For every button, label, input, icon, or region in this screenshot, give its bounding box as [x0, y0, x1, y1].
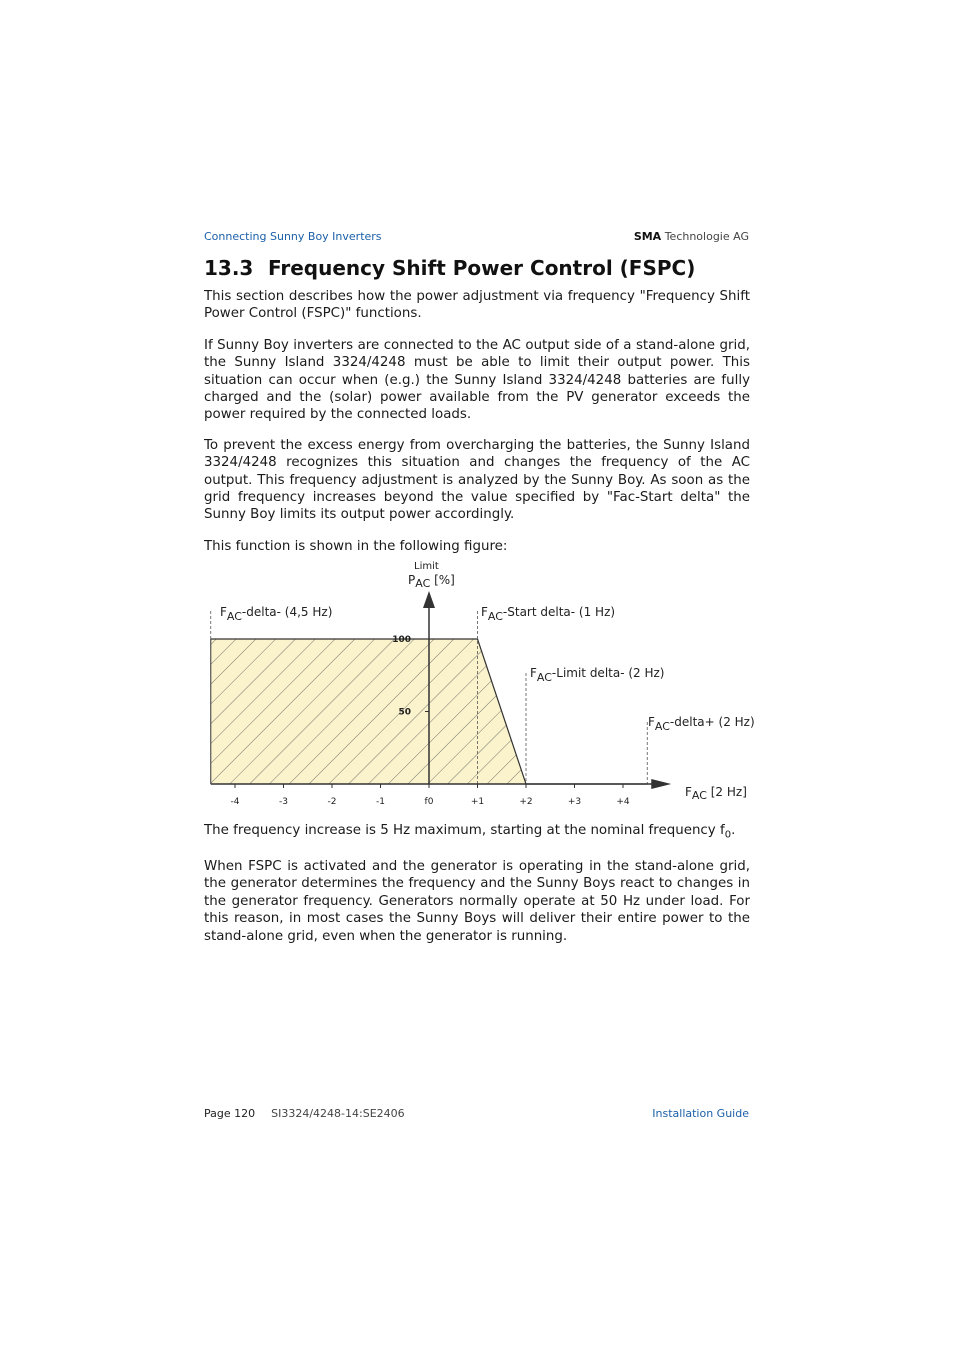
fspc-chart	[200, 556, 760, 810]
paragraph: This section describes how the power adjustment via frequency "Frequency Shift Power Control (FSPC)" functions.	[204, 289, 750, 322]
x-axis-arrow	[651, 779, 671, 789]
document-code: SI3324/4248-14:SE2406	[271, 1107, 405, 1120]
section-number: 13.3	[204, 256, 254, 280]
x-tick-label: -4	[230, 797, 240, 807]
paragraph: When FSPC is activated and the generator is operating in the stand-alone grid, the generator determines the frequency and the Sunny Boys react to changes in the generator frequency. Generators normally operate at 50 Hz under load. For this reason, in most cases the Sunny Boys will deliver their entire power to the stand-alone grid, even when the generator is running.	[204, 859, 750, 944]
page-number: Page 120	[204, 1107, 256, 1120]
x-tick-label: +3	[567, 797, 582, 807]
x-tick-label: +2	[519, 797, 533, 807]
paragraph: If Sunny Boy inverters are connected to the AC output side of a stand-alone grid, the Sunny Island 3324/4248 must be able to limit their output power. This situation can occur when (e.g.) the Sunny Island 3324/4248 batteries are fully charged and the (solar) power available from the PV generator exceeds the power required by the connected loads.	[204, 337, 750, 423]
y-axis-arrow	[423, 591, 435, 608]
x-tick-label: -2	[327, 797, 337, 807]
intro-text	[204, 288, 750, 569]
running-header-right	[634, 230, 749, 243]
fspc-chart-svg	[200, 556, 760, 810]
brand-name: SMA	[633, 230, 662, 243]
x-tick-label: -3	[279, 797, 288, 807]
x-tick-label: f0	[424, 797, 434, 807]
paragraph: To prevent the excess energy from overcharging the batteries, the Sunny Island 3324/4248 recognizes this situation and changes the frequency of the AC output. This frequency adjustment is analyzed by the Sunny Boy. As soon as the grid frequency increases beyond the value specified by "Fac-Start delta" the Sunny Boy limits its output power accordingly.	[204, 437, 750, 523]
company-name: Technologie AG	[664, 230, 749, 243]
paragraph: This function is shown in the following figure:	[204, 538, 508, 554]
after-figure-text	[204, 822, 750, 959]
footer-right: Installation Guide	[652, 1107, 749, 1120]
annotation-fac-limit-delta: FAC-Limit delta- (2 Hz)	[530, 666, 665, 684]
x-axis-label: FAC [2 Hz]	[685, 785, 747, 802]
footer-left	[204, 1107, 405, 1120]
x-tick-label: +1	[470, 797, 485, 807]
y-axis-label-top: Limit	[414, 561, 439, 572]
y-tick-label: 50	[398, 707, 411, 718]
annotation-fac-start-delta: FAC-Start delta- (1 Hz)	[481, 605, 616, 623]
y-tick-label: 100	[392, 635, 411, 645]
x-tick-label: +4	[616, 797, 630, 807]
section-title: Frequency Shift Power Control (FSPC)	[268, 256, 696, 280]
y-axis-label: PAC [%]	[408, 573, 455, 590]
running-header-left: Connecting Sunny Boy Inverters	[204, 230, 382, 243]
frequency-note: The frequency increase is 5 Hz maximum, starting at the nominal frequency $f_0$.	[204, 823, 736, 841]
annotation-fac-delta-plus: FAC-delta+ (2 Hz)	[648, 715, 755, 733]
x-tick-label: -1	[376, 797, 385, 807]
section-heading	[204, 256, 695, 280]
annotation-fac-delta-minus: FAC-delta- (4,5 Hz)	[220, 605, 333, 623]
